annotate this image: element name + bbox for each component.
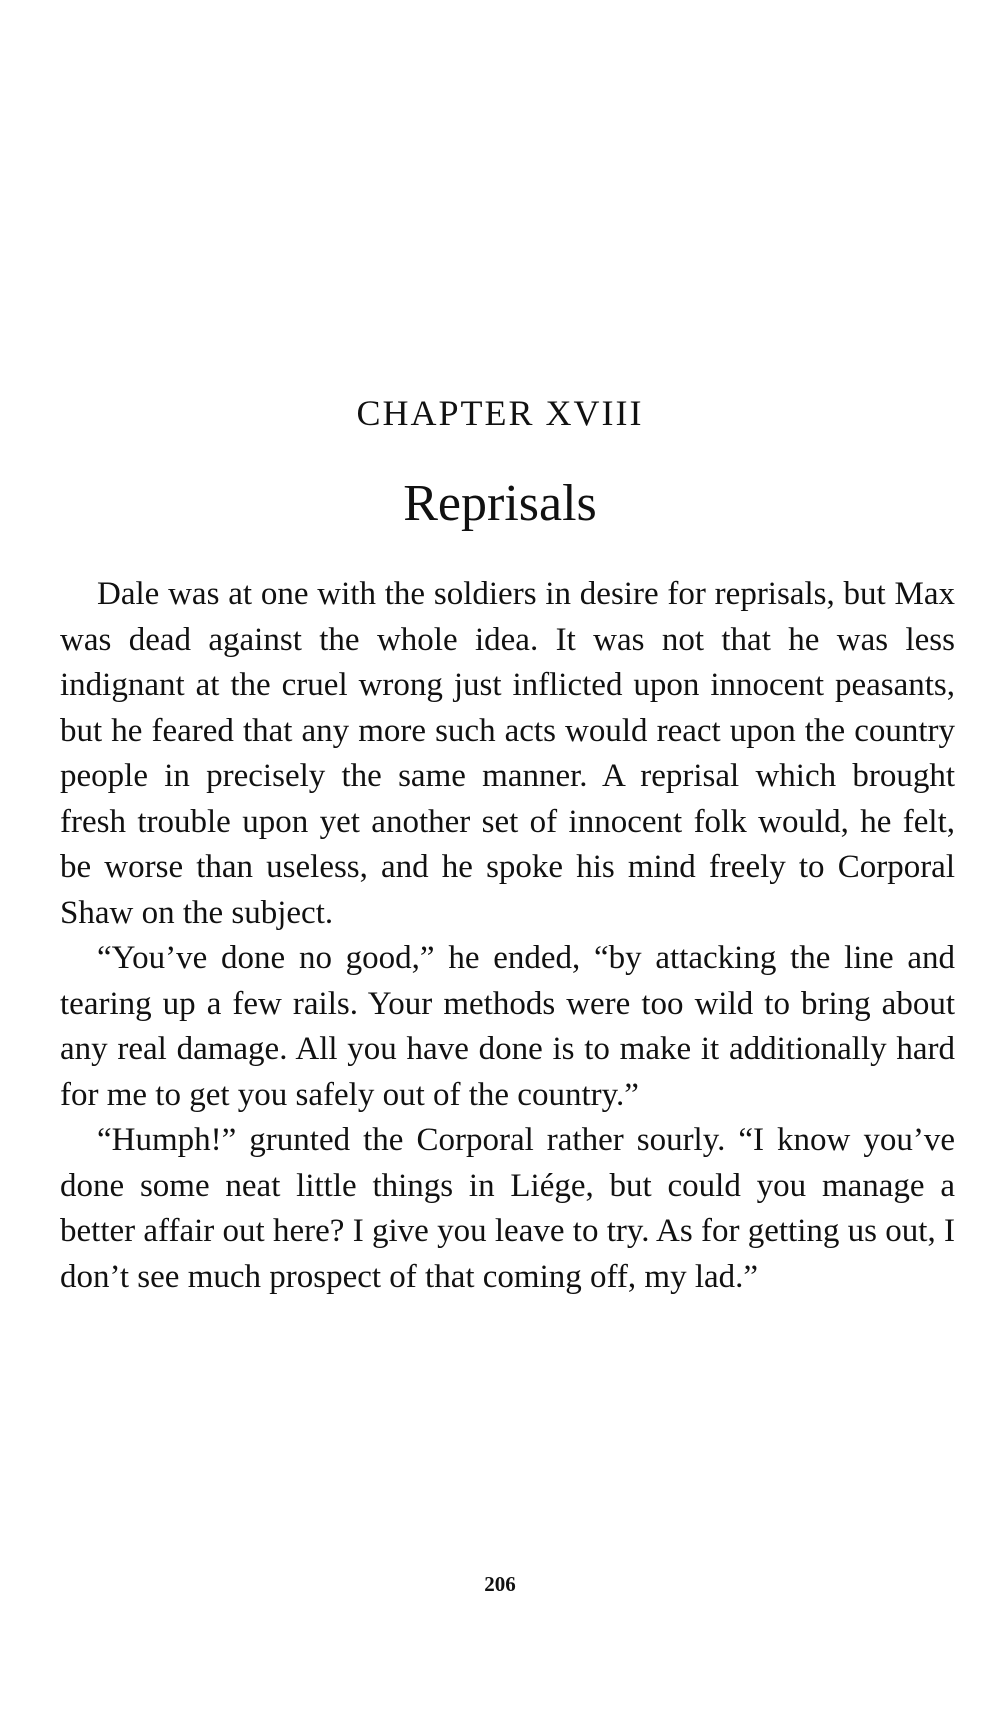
chapter-number: CHAPTER XVIII [356,393,644,433]
page-number: 206 [484,1572,516,1596]
chapter-body [60,572,955,1300]
paragraph-2: “You’ve done no good,” he ended, “by attacking the line and tearing up a few rails. Your methods were too wild to bring about any real damage. All you have done is to make it additionally hard for me to get you safely out of the country.” [60,940,955,1113]
paragraph-3: “Humph!” grunted the Corporal rather sourly. “I know you’ve done some neat little things in Liége, but could you manage a better affair out here? I give you leave to try. As for getting us out, I don’t see much prospect of that coming off, my lad.” [60,1122,955,1295]
paragraph-1: Dale was at one with the soldiers in desire for reprisals, but Max was dead against the whole idea. It was not that he was less indignant at the cruel wrong just inflicted upon innocent peasants, but he feared that any more such acts would react upon the country people in precisely the same manner. A reprisal which brought fresh trouble upon yet another set of innocent folk would, he felt, be worse than useless, and he spoke his mind freely to Corporal Shaw on the subject. [60,576,955,931]
chapter-title: Reprisals [403,475,597,532]
